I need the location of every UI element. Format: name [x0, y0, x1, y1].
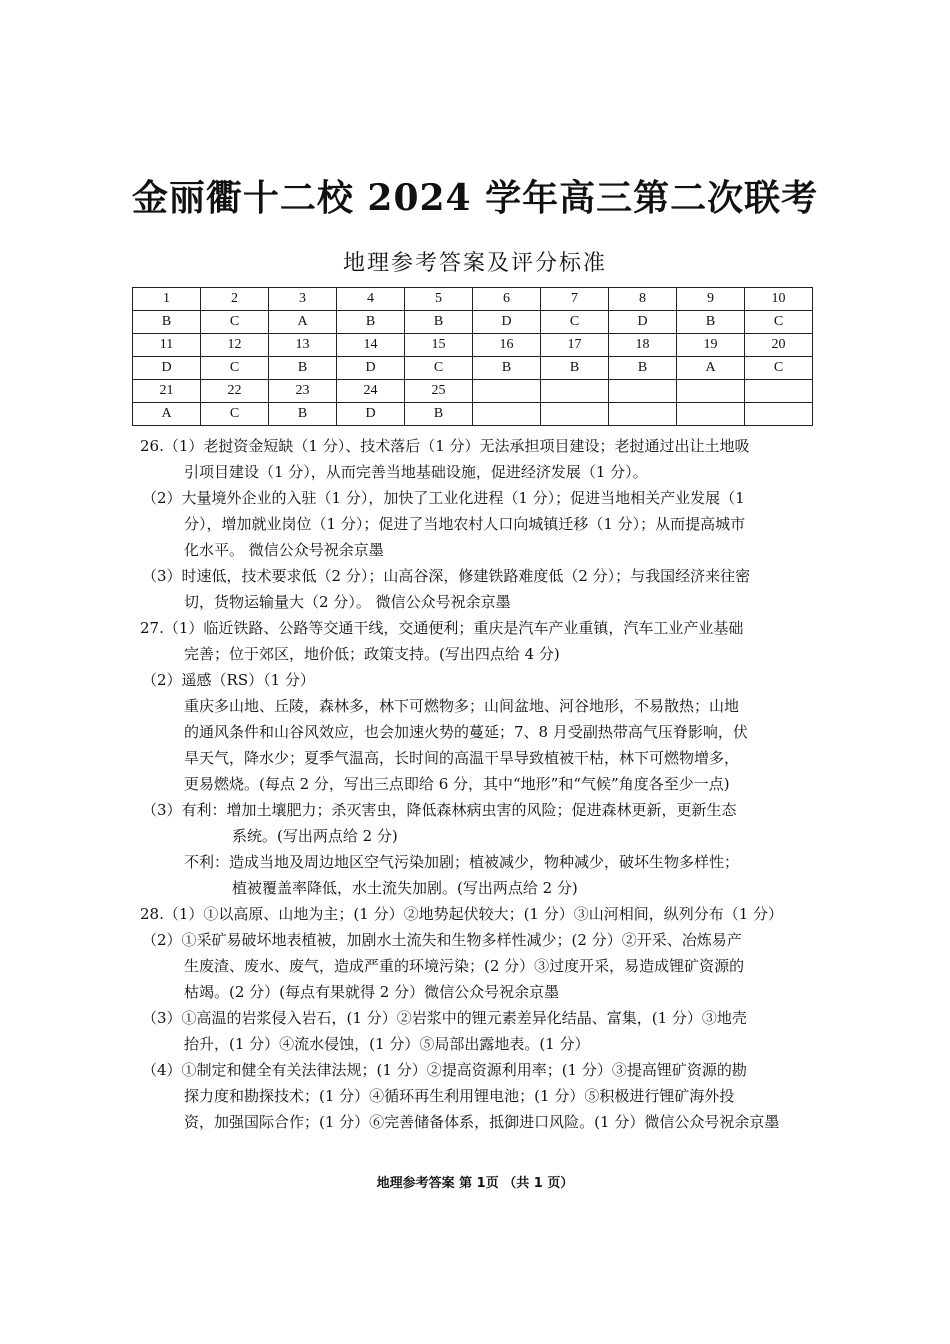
answer-table-cell — [473, 403, 541, 426]
answer-table-cell: A — [677, 357, 745, 380]
answer-table-cell — [677, 380, 745, 403]
answer-line: 生废渣、废水、废气，造成严重的环境污染；(2 分）③过度开采，易造成锂矿资源的 — [184, 957, 745, 975]
answer-line: 系统。(写出两点给 2 分) — [232, 827, 398, 845]
answer-table-cell: 10 — [745, 288, 813, 311]
answer-line: （2）遥感（RS）（1 分） — [142, 671, 315, 689]
answer-line: 化水平。 微信公众号祝余京墨 — [184, 541, 384, 559]
answer-table-cell: 15 — [405, 334, 473, 357]
answer-table-cell — [609, 403, 677, 426]
answer-table-cell: 25 — [405, 380, 473, 403]
answer-table-cell: 23 — [269, 380, 337, 403]
page-title: 金丽衢十二校 2024 学年高三第二次联考 — [131, 177, 819, 219]
answer-table-cell: C — [745, 357, 813, 380]
answer-line: （2）大量境外企业的入驻（1 分），加快了工业化进程（1 分）；促进当地相关产业发展（1 — [142, 489, 745, 507]
answer-line: 切，货物运输量大（2 分）。 微信公众号祝余京墨 — [184, 593, 511, 611]
answer-table-cell: 14 — [337, 334, 405, 357]
page-footer: 地理参考答案 第 1页 （共 1 页） — [376, 1176, 574, 1191]
answer-line: 植被覆盖率降低，水土流失加剧。(写出两点给 2 分) — [232, 879, 578, 897]
answer-line: （3）①高温的岩浆侵入岩石，(1 分）②岩浆中的锂元素差异化结晶、富集，(1 分）③地壳 — [142, 1009, 747, 1027]
answer-table-cell: D — [133, 357, 201, 380]
answer-table-cell: 13 — [269, 334, 337, 357]
answer-table-cell: 8 — [609, 288, 677, 311]
answer-table-cell: A — [269, 311, 337, 334]
answer-table-cell: 2 — [201, 288, 269, 311]
answer-table-cell: B — [541, 357, 609, 380]
answer-table-cell — [609, 380, 677, 403]
answer-table-cell: B — [269, 357, 337, 380]
answer-table-cell: C — [201, 311, 269, 334]
answer-table-cell: 18 — [609, 334, 677, 357]
answer-table-cell: D — [473, 311, 541, 334]
answer-line: （3）时速低，技术要求低（2 分）；山高谷深，修建铁路难度低（2 分）；与我国经济来往密 — [142, 567, 751, 585]
answer-table-cell: 19 — [677, 334, 745, 357]
answer-table-cell — [677, 403, 745, 426]
answer-table-row — [133, 357, 813, 380]
answer-table-cell: C — [405, 357, 473, 380]
answer-line: 资，加强国际合作；(1 分）⑥完善储备体系，抵御进口风险。(1 分）微信公众号祝余京墨 — [184, 1113, 780, 1131]
answer-table-cell: D — [337, 357, 405, 380]
answer-table-cell: B — [609, 357, 677, 380]
answer-table-cell: 21 — [133, 380, 201, 403]
answer-table-cell: B — [269, 403, 337, 426]
answer-table-cell: D — [337, 403, 405, 426]
answer-table-cell: 22 — [201, 380, 269, 403]
answer-line: 完善；位于郊区，地价低；政策支持。(写出四点给 4 分) — [184, 645, 560, 663]
answer-table-cell: 5 — [405, 288, 473, 311]
answer-table-cell: 16 — [473, 334, 541, 357]
answer-table-cell — [473, 380, 541, 403]
answer-table-row — [133, 403, 813, 426]
answer-table-cell: 20 — [745, 334, 813, 357]
answer-table-cell: 6 — [473, 288, 541, 311]
answer-line: 28.（1）①以高原、山地为主；(1 分）②地势起伏较大；(1 分）③山河相间，纵列分布（1 分） — [140, 905, 784, 923]
answer-table-cell: 9 — [677, 288, 745, 311]
answer-table-cell: C — [541, 311, 609, 334]
answer-table-row — [133, 334, 813, 357]
answer-table-cell: C — [201, 357, 269, 380]
answer-table-cell — [541, 403, 609, 426]
answer-line: （3）有利：增加土壤肥力；杀灭害虫，降低森林病虫害的风险；促进森林更新，更新生态 — [142, 801, 737, 819]
answer-line: 探力度和勘探技术；(1 分）④循环再生利用锂电池；(1 分）⑤积极进行锂矿海外投 — [184, 1087, 735, 1105]
answer-line: 重庆多山地、丘陵，森林多，林下可燃物多；山间盆地、河谷地形，不易散热；山地 — [184, 697, 740, 715]
answer-table-row — [133, 311, 813, 334]
answer-table-row — [133, 288, 813, 311]
answer-line: 27.（1）临近铁路、公路等交通干线，交通便利；重庆是汽车产业重镇，汽车工业产业基础 — [140, 619, 744, 637]
answer-line: 26.（1）老挝资金短缺（1 分）、技术落后（1 分）无法承担项目建设；老挝通过出让土地吸 — [140, 437, 750, 455]
answer-table-cell: 17 — [541, 334, 609, 357]
answer-table-cell: B — [677, 311, 745, 334]
answer-line: 引项目建设（1 分），从而完善当地基础设施，促进经济发展（1 分）。 — [184, 463, 648, 481]
answer-table-cell: B — [473, 357, 541, 380]
answer-table-cell — [745, 403, 813, 426]
answer-line: 抬升，(1 分）④流水侵蚀，(1 分）⑤局部出露地表。(1 分） — [184, 1035, 590, 1053]
answer-line: （4）①制定和健全有关法律法规；(1 分）②提高资源利用率；(1 分）③提高锂矿资源的勘 — [142, 1061, 747, 1079]
answer-line: 分），增加就业岗位（1 分）；促进了当地农村人口向城镇迁移（1 分）；从而提高城市 — [184, 515, 746, 533]
answer-table-cell: B — [337, 311, 405, 334]
answer-line: （2）①采矿易破坏地表植被，加剧水土流失和生物多样性减少；(2 分）②开采、冶炼易产 — [142, 931, 742, 949]
page-subtitle: 地理参考答案及评分标准 — [342, 251, 607, 276]
answer-table-cell: B — [405, 403, 473, 426]
answer-table-cell: 12 — [201, 334, 269, 357]
answer-table-cell: 4 — [337, 288, 405, 311]
answer-line: 的通风条件和山谷风效应，也会加速火势的蔓延；7、8 月受副热带高气压脊影响，伏 — [184, 723, 748, 741]
answer-table-cell: 1 — [133, 288, 201, 311]
answer-table-cell: 3 — [269, 288, 337, 311]
answer-table-row — [133, 380, 813, 403]
answer-table — [132, 287, 813, 426]
answer-table-cell: D — [609, 311, 677, 334]
answer-table-cell: B — [405, 311, 473, 334]
answer-line: 旱天气，降水少；夏季气温高，长时间的高温干旱导致植被干枯，林下可燃物增多， — [184, 749, 740, 767]
answer-line: 枯竭。(2 分）(每点有果就得 2 分）微信公众号祝余京墨 — [184, 983, 560, 1001]
answer-table-cell: 24 — [337, 380, 405, 403]
answer-table-cell: C — [745, 311, 813, 334]
answer-table-cell: B — [133, 311, 201, 334]
answer-line: 不利：造成当地及周边地区空气污染加剧；植被减少，物种减少，破坏生物多样性； — [184, 853, 740, 871]
answer-table-cell: A — [133, 403, 201, 426]
answer-table-cell — [745, 380, 813, 403]
answer-table-cell — [541, 380, 609, 403]
answer-table-cell: 7 — [541, 288, 609, 311]
answer-table-cell: C — [201, 403, 269, 426]
answer-line: 更易燃烧。(每点 2 分，写出三点即给 6 分，其中“地形”和“气候”角度各至少一点) — [184, 775, 730, 793]
answer-table-cell: 11 — [133, 334, 201, 357]
